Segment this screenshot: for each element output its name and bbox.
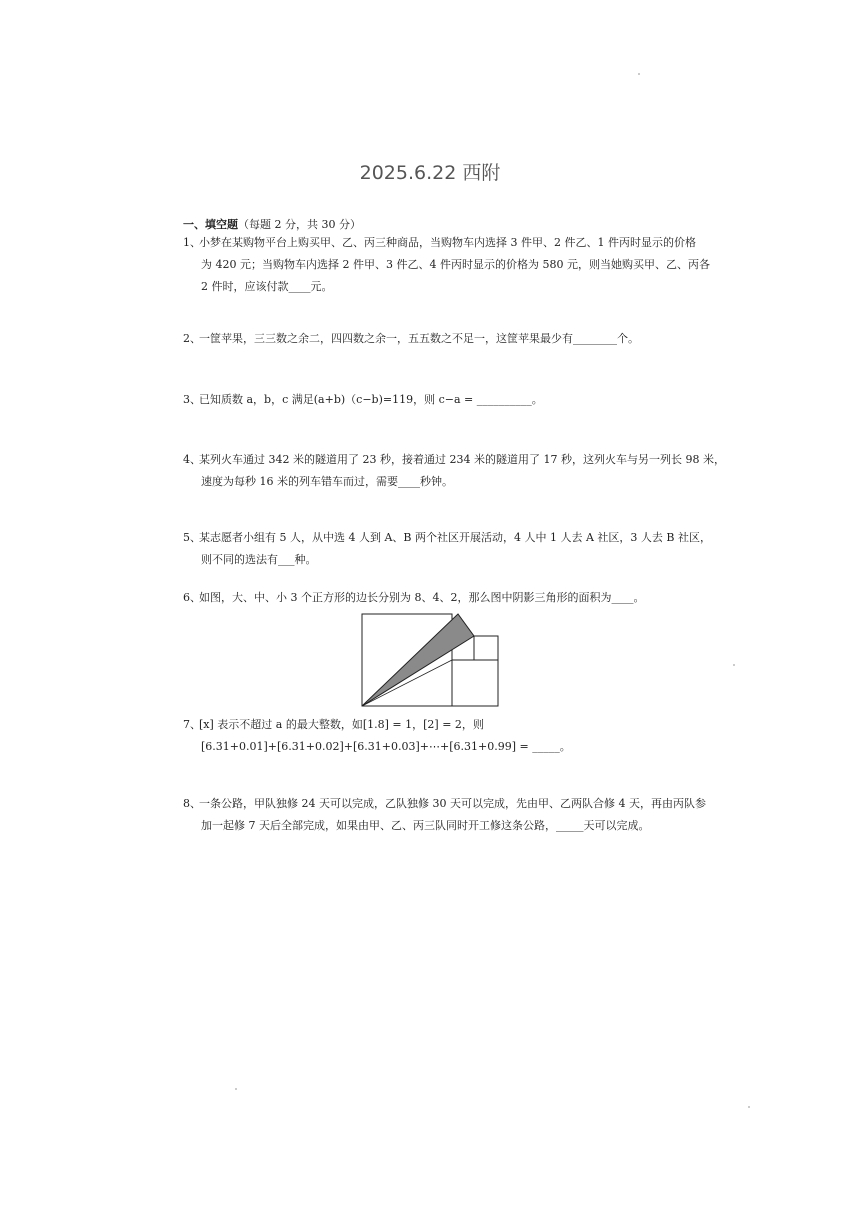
small-square xyxy=(474,636,498,660)
question-text: 2 件时，应该付款____元。 xyxy=(201,280,333,293)
section-note: （每题 2 分，共 30 分） xyxy=(238,218,361,231)
question-text: 某志愿者小组有 5 人，从中选 4 人到 A、B 两个社区开展活动，4 人中 1 人去 A 社区，3 人去 B 社区， xyxy=(199,531,711,544)
question-text: 一筐苹果，三三数之余二，四四数之余一，五五数之不足一，这筐苹果最少有________个。 xyxy=(199,332,639,345)
question-text: [6.31+0.01]+[6.31+0.02]+[6.31+0.03]+⋯+[6.31+0.99] = _____。 xyxy=(201,740,571,753)
question-text: 已知质数 a，b，c 满足(a+b)（c−b)=119，则 c−a = __________。 xyxy=(199,393,543,406)
big-square xyxy=(362,614,452,706)
question-text: 小梦在某购物平台上购买甲、乙、丙三种商品，当购物车内选择 3 件甲、2 件乙、1 件丙时显示的价格 xyxy=(199,236,696,249)
question-6 xyxy=(183,587,683,609)
question-text: 加一起修 7 天后全部完成，如果由甲、乙、丙三队同时开工修这条公路，_____天可以完成。 xyxy=(201,819,650,832)
scan-speck xyxy=(733,664,735,666)
question-text: 一条公路，甲队独修 24 天可以完成，乙队独修 30 天可以完成，先由甲、乙两队合修 4 天，再由丙队参 xyxy=(199,797,706,810)
question-number: 2、 xyxy=(183,332,201,345)
page-title: 2025.6.22 西附 xyxy=(359,162,501,184)
question-number: 4、 xyxy=(183,453,201,466)
scan-speck xyxy=(748,1106,750,1108)
question-number: 3、 xyxy=(183,393,201,406)
scan-speck xyxy=(638,73,640,75)
section-heading xyxy=(183,216,361,232)
section-title: 一、填空题 xyxy=(183,218,238,231)
question-4 xyxy=(183,449,725,493)
question-text: 为 420 元；当购物车内选择 2 件甲、3 件乙、4 件丙时显示的价格为 580 元，则当她购买甲、乙、丙各 xyxy=(201,258,710,271)
question-7 xyxy=(183,714,683,758)
scan-speck xyxy=(235,1088,237,1090)
question-text: 某列火车通过 342 米的隧道用了 23 秒，接着通过 234 米的隧道用了 17 秒，这列火车与另一列长 98 米， xyxy=(199,453,725,466)
question-number: 5、 xyxy=(183,531,201,544)
squares-figure xyxy=(361,613,501,707)
question-number: 6、 xyxy=(183,591,201,604)
question-3 xyxy=(183,389,683,411)
question-text: 速度为每秒 16 米的列车错车而过，需要____秒钟。 xyxy=(201,475,453,488)
medium-square xyxy=(452,660,498,706)
question-2 xyxy=(183,328,683,350)
question-5 xyxy=(183,527,711,571)
question-text: 如图，大、中、小 3 个正方形的边长分别为 8、4、2，那么图中阴影三角形的面积为____。 xyxy=(199,591,645,604)
question-number: 8、 xyxy=(183,797,201,810)
question-number: 7、 xyxy=(183,718,201,731)
question-text: [x] 表示不超过 a 的最大整数，如[1.8] = 1，[2] = 2，则 xyxy=(199,718,484,731)
question-1 xyxy=(183,232,710,298)
question-number: 1、 xyxy=(183,236,201,249)
question-8 xyxy=(183,793,706,837)
question-text: 则不同的选法有___种。 xyxy=(201,553,317,566)
